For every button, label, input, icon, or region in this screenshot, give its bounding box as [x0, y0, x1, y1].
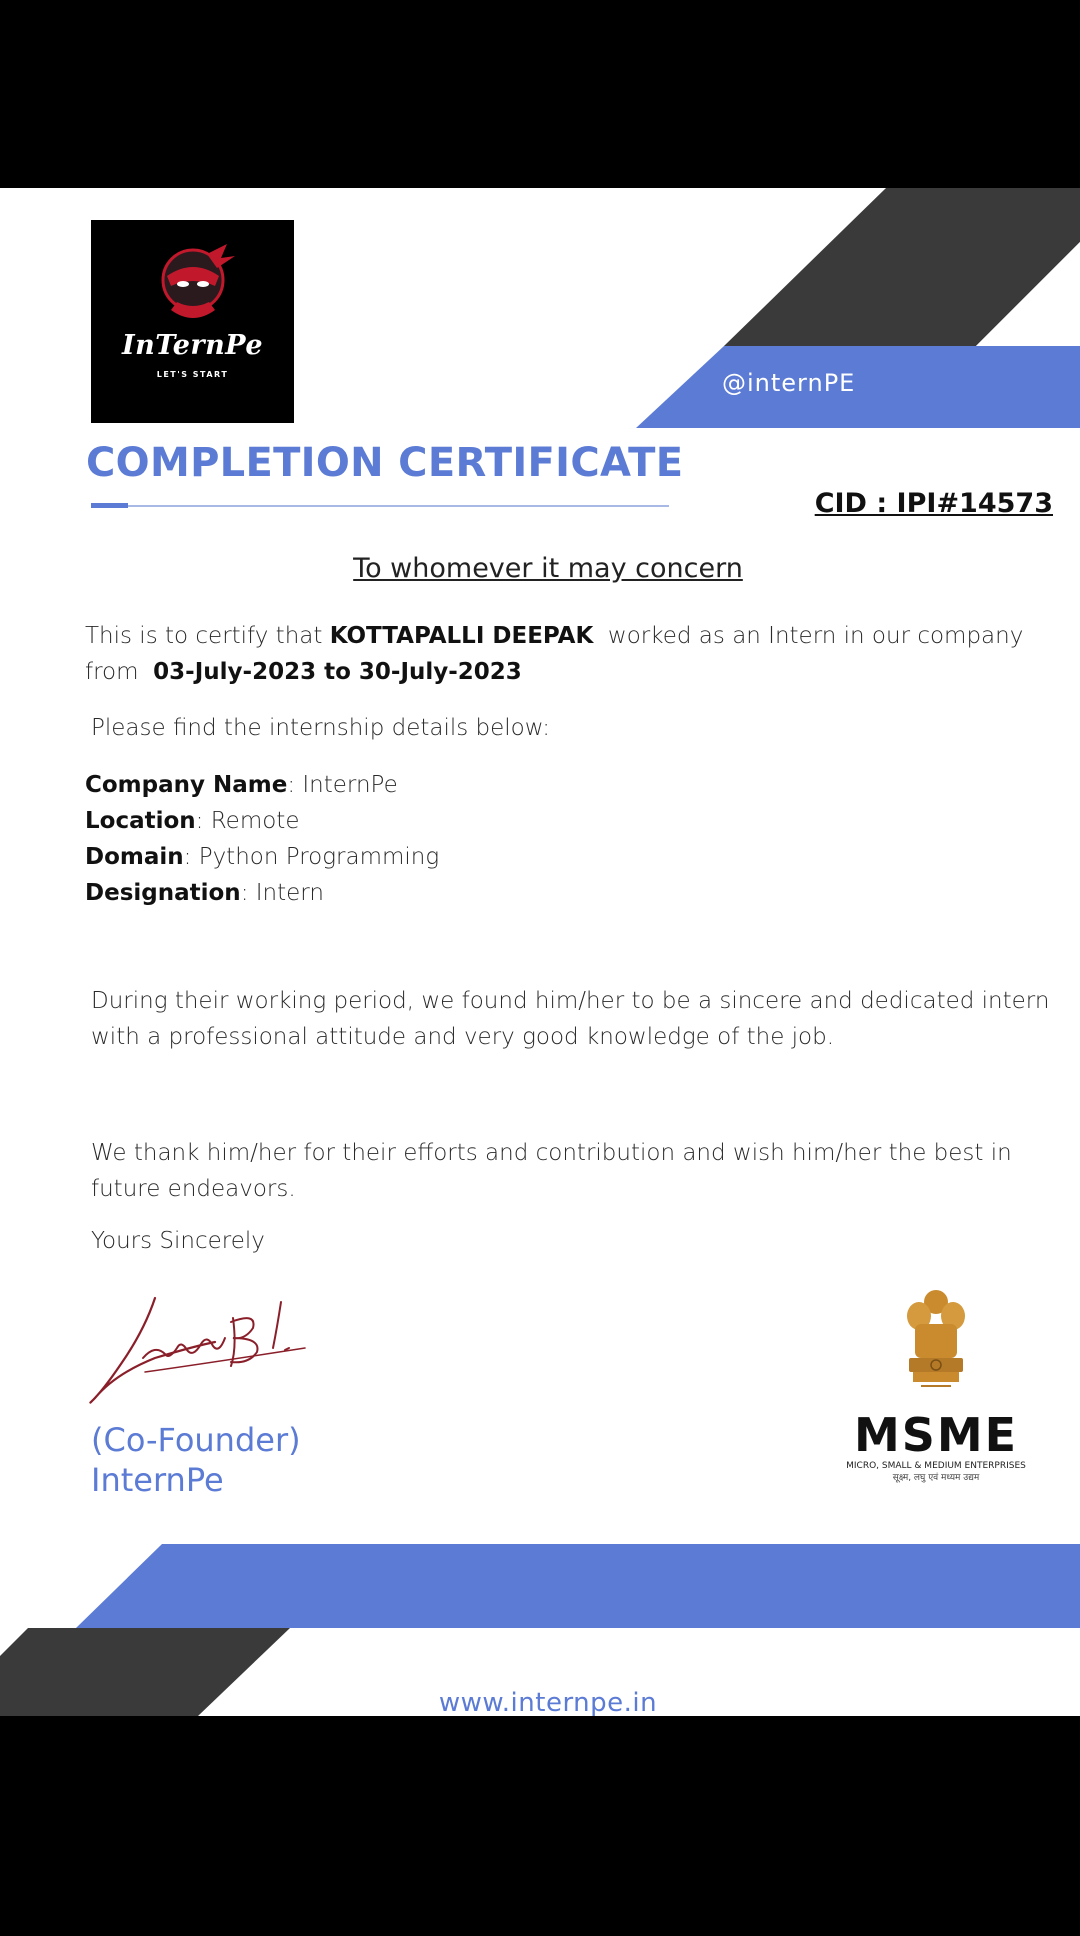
detail-value: : Python Programming: [183, 844, 440, 870]
social-handle: @internPE: [722, 369, 856, 397]
detail-value: : InternPe: [287, 772, 398, 798]
detail-value: : Remote: [195, 808, 300, 834]
ninja-mascot-icon: [147, 240, 239, 332]
logo-tagline: LET'S START: [156, 370, 229, 379]
signatory-org: InternPe: [91, 1461, 224, 1499]
certificate-id: CID : IPI#14573: [814, 488, 1053, 519]
detail-row: [85, 875, 885, 911]
logo-name: InTernPe: [121, 330, 264, 361]
signature: [85, 1288, 325, 1408]
certificate: [0, 188, 1080, 1716]
signatory-role: (Co-Founder): [91, 1421, 301, 1459]
detail-row: [85, 839, 885, 875]
thanks-paragraph: We thank him/her for their efforts and contribution and wish him/her the best in future endeavors.: [91, 1140, 1012, 1202]
detail-label: Domain: [85, 844, 184, 870]
intern-name: KOTTAPALLI DEEPAK: [329, 623, 594, 649]
certify-paragraph: [85, 618, 1065, 690]
signatory-block: [91, 1420, 301, 1500]
detail-value: : Intern: [240, 880, 324, 906]
detail-row: [85, 767, 885, 803]
national-emblem-icon: [897, 1286, 975, 1406]
internship-details: [85, 767, 885, 911]
bottom-blue-band: [76, 1544, 1080, 1628]
salutation: To whomever it may concern: [353, 553, 743, 584]
internship-period: 03-July-2023 to 30-July-2023: [153, 659, 522, 685]
detail-label: Designation: [85, 880, 241, 906]
msme-hindi-subtitle: सूक्ष्म, लघु एवं मध्यम उद्यम: [892, 1473, 980, 1483]
detail-row: [85, 803, 885, 839]
msme-wordmark: MSME: [853, 1408, 1019, 1462]
detail-label: Location: [85, 808, 196, 834]
company-logo: [91, 220, 294, 423]
title-underline: [91, 505, 669, 507]
msme-subtitle: MICRO, SMALL & MEDIUM ENTERPRISES: [846, 1461, 1026, 1471]
detail-label: Company Name: [85, 772, 288, 798]
closing-text: Yours Sincerely: [91, 1228, 265, 1254]
title-underline-accent: [91, 503, 128, 508]
appraisal-paragraph: During their working period, we found him/her to be a sincere and dedicated intern with a professional attitude and very good knowledge of the job.: [91, 988, 1050, 1050]
website-link[interactable]: www.internpe.in: [438, 1688, 658, 1716]
certify-prefix: This is to certify that: [85, 623, 330, 649]
msme-logo: [838, 1286, 1034, 1484]
certificate-title: COMPLETION CERTIFICATE: [86, 440, 684, 486]
certify-mid: worked as an Intern in our company from: [85, 623, 1031, 685]
details-intro: Please find the internship details below:: [91, 715, 551, 741]
top-blue-band: [636, 346, 1080, 428]
